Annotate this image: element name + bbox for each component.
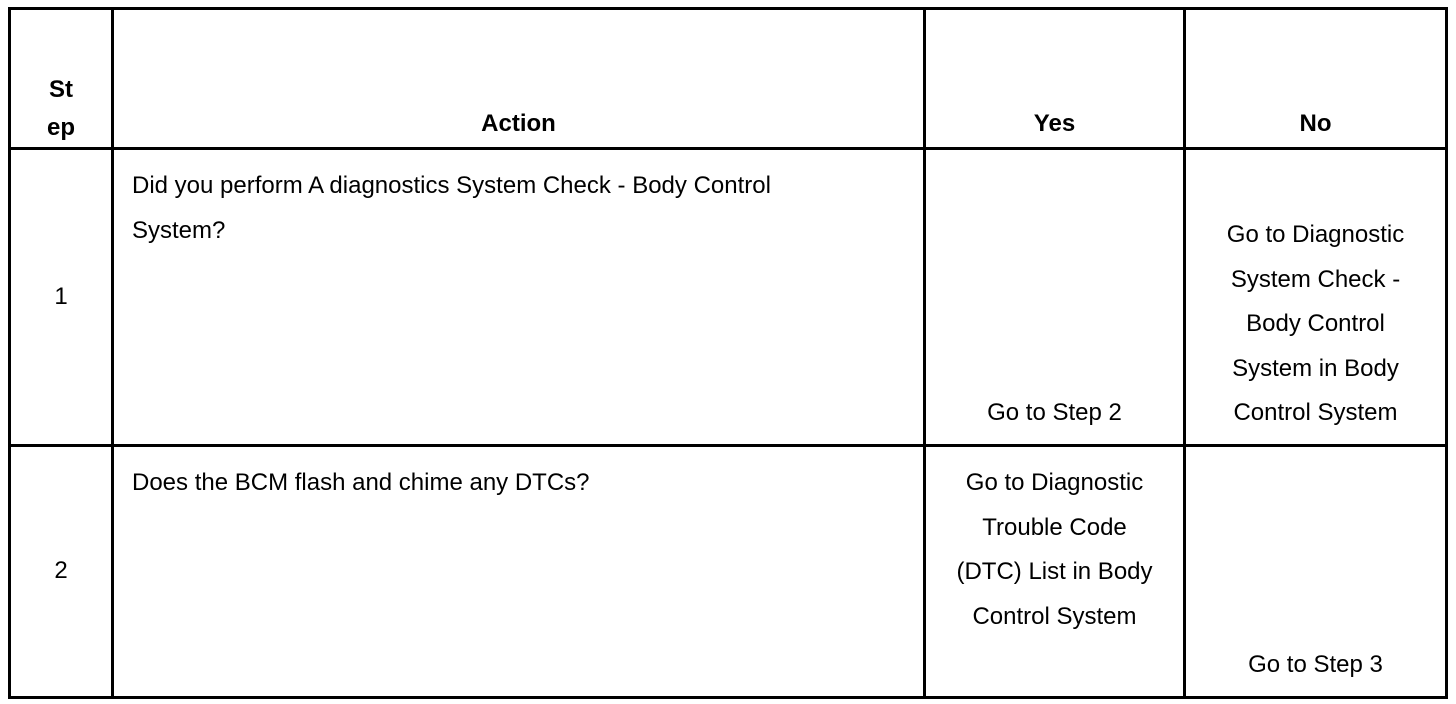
header-step-label: St ep xyxy=(46,76,75,141)
no-label: Go to Step 3 xyxy=(1248,651,1383,679)
no-answer xyxy=(1185,149,1447,446)
action-label: Did you perform A diagnostics System Check - Body Control System? xyxy=(132,172,771,244)
header-action: Action xyxy=(113,9,925,149)
step-number: 1 xyxy=(10,149,113,446)
action-text xyxy=(113,446,925,698)
yes-label: Go to Diagnostic Trouble Code (DTC) List in Body Control System xyxy=(956,469,1153,630)
step-number: 2 xyxy=(10,446,113,698)
header-no: No xyxy=(1185,9,1447,149)
action-text xyxy=(113,149,925,446)
diagnostic-table xyxy=(8,7,1448,699)
action-label: Does the BCM flash and chime any DTCs? xyxy=(132,469,590,496)
header-step xyxy=(10,9,113,149)
yes-answer xyxy=(925,149,1185,446)
table-row xyxy=(10,149,1447,446)
yes-label: Go to Step 2 xyxy=(987,399,1122,427)
table-row xyxy=(10,446,1447,698)
header-row xyxy=(10,9,1447,149)
yes-answer xyxy=(925,446,1185,698)
no-answer xyxy=(1185,446,1447,698)
header-yes: Yes xyxy=(925,9,1185,149)
no-label: Go to Diagnostic System Check - Body Control System in Body Control System xyxy=(1226,221,1405,427)
